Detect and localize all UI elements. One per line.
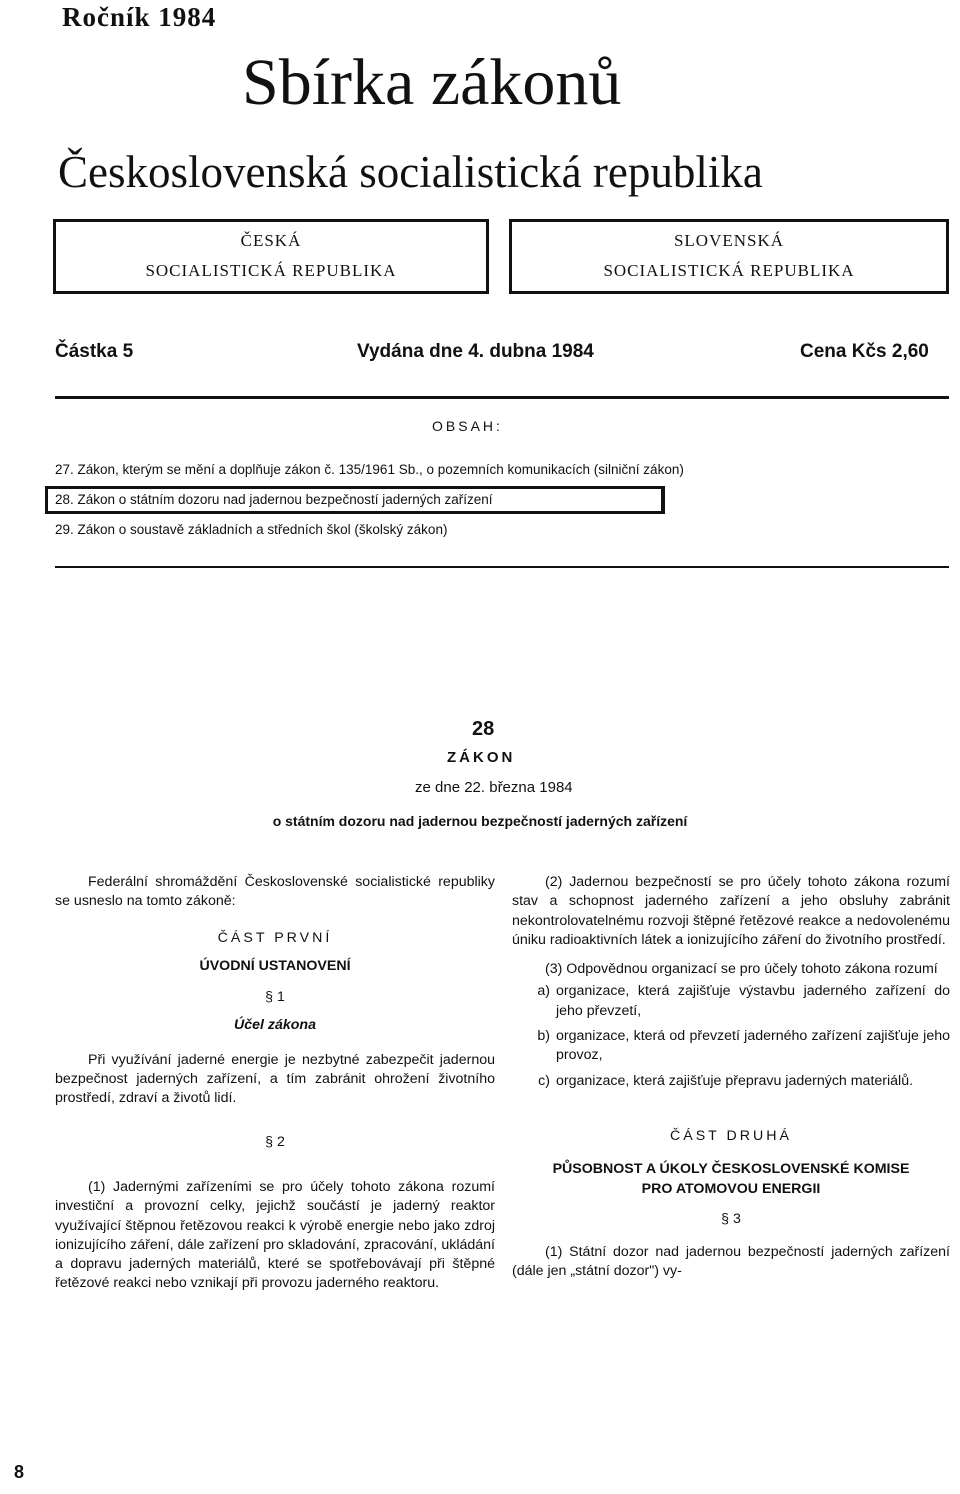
list-item (512, 1027, 950, 1066)
section-2-number: § 2 (265, 1133, 285, 1150)
contents-heading: OBSAH: (432, 418, 503, 434)
list-item-mark: a) (537, 983, 550, 1000)
czech-republic-line2: SOCIALISTICKÁ REPUBLIKA (145, 261, 397, 280)
section-1-number: § 1 (265, 989, 285, 1006)
czech-republic-line1: ČESKÁ (240, 231, 302, 250)
part-one-title: ÚVODNÍ USTANOVENÍ (199, 957, 351, 974)
left-column (55, 873, 495, 1294)
law-date: ze dne 22. března 1984 (415, 779, 573, 796)
czech-republic-box (53, 219, 489, 294)
section-2-paragraph-2: (2) Jadernou bezpečností se pro účely tohoto zákona rozumí stav a schopnost jaderného zařízení a jeho obsluhy zabránit nekontrolovatelnému rozvoji štěpné řetězové reakce a nedovolenému úniku radioaktivních látek a ionizujícího záření do životního prostředí. (512, 874, 950, 948)
preamble: Federální shromáždění Československé socialistické republiky se usneslo na tomto zákoně: (55, 874, 495, 910)
publication-title: Sbírka zákonů (242, 46, 622, 119)
law-type: ZÁKON (447, 749, 516, 766)
issue-date: Vydána dne 4. dubna 1984 (357, 341, 594, 362)
part-two-heading: ČÁST DRUHÁ (670, 1127, 792, 1144)
slovak-republic-line2: SOCIALISTICKÁ REPUBLIKA (603, 261, 855, 280)
list-item (512, 982, 950, 1021)
section-3-paragraph-1: (1) Státní dozor nad jadernou bezpečností jaderných zařízení (dále jen „státní dozor") vy- (512, 1244, 950, 1280)
list-item-text: organizace, která od převzetí jaderného zařízení zajišťuje jeho provoz, (556, 1028, 950, 1064)
contents-divider (55, 566, 949, 568)
slovak-republic-box (509, 219, 949, 294)
right-column (512, 873, 950, 1282)
section-2-paragraph-3: (3) Odpovědnou organizací se pro účely tohoto zákona rozumí (545, 961, 938, 978)
list-item-text: organizace, která zajišťuje přepravu jaderných materiálů. (556, 1072, 914, 1089)
volume-year: Ročník 1984 (62, 2, 217, 32)
list-item-text: organizace, která zajišťuje výstavbu jaderného zařízení do jeho převzetí, (556, 983, 950, 1019)
state-name: Československá socialistická republika (58, 147, 763, 197)
list-item-mark: b) (537, 1028, 550, 1045)
part-two-title: PŮSOBNOST A ÚKOLY ČESKOSLOVENSKÉ KOMISE PRO ATOMOVOU ENERGII (552, 1161, 910, 1197)
part-one-heading: ČÁST PRVNÍ (217, 929, 333, 946)
header-divider (55, 396, 949, 399)
contents-item: 29. Zákon o soustavě základních a středních škol (školský zákon) (55, 522, 448, 537)
section-1-title: Účel zákona (233, 1017, 316, 1034)
contents-item: 28. Zákon o státním dozoru nad jadernou bezpečností jaderných zařízení (55, 492, 493, 507)
list-item-mark: c) (538, 1072, 550, 1089)
slovak-republic-line1: SLOVENSKÁ (673, 231, 785, 250)
part-number: Částka 5 (55, 341, 134, 362)
contents-item: 27. Zákon, kterým se mění a doplňuje zákon č. 135/1961 Sb., o pozemních komunikacích (silniční zákon) (55, 462, 684, 477)
definition-list (512, 982, 950, 1090)
law-subject: o státním dozoru nad jadernou bezpečností jaderných zařízení (272, 813, 688, 829)
section-1-text: Při využívání jaderné energie je nezbytné zabezpečit jadernou bezpečnost jaderných zařízení, a tím zabránit ohrožení životního prostředí, zdraví a životů lidí. (55, 1051, 495, 1107)
law-number: 28 (472, 718, 495, 740)
page-number: 8 (14, 1462, 25, 1482)
section-3-number: § 3 (721, 1210, 741, 1227)
price: Cena Kčs 2,60 (800, 341, 929, 362)
list-item (512, 1072, 950, 1091)
section-2-paragraph-1: (1) Jadernými zařízeními se pro účely tohoto zákona rozumí investiční a provozní celky, jejichž součástí je jaderný reaktor využívající štěpnou řetězovou reakci k výrobě energie nebo jako zdroj ionizujícího záření, dále zařízení pro skladování, zpracování, ukládání a dopravu jaderných materiálů, které se spotřebovávají při štěpné řetězové reakci nebo vznikají při provozu jaderného reaktoru. (55, 1178, 495, 1292)
